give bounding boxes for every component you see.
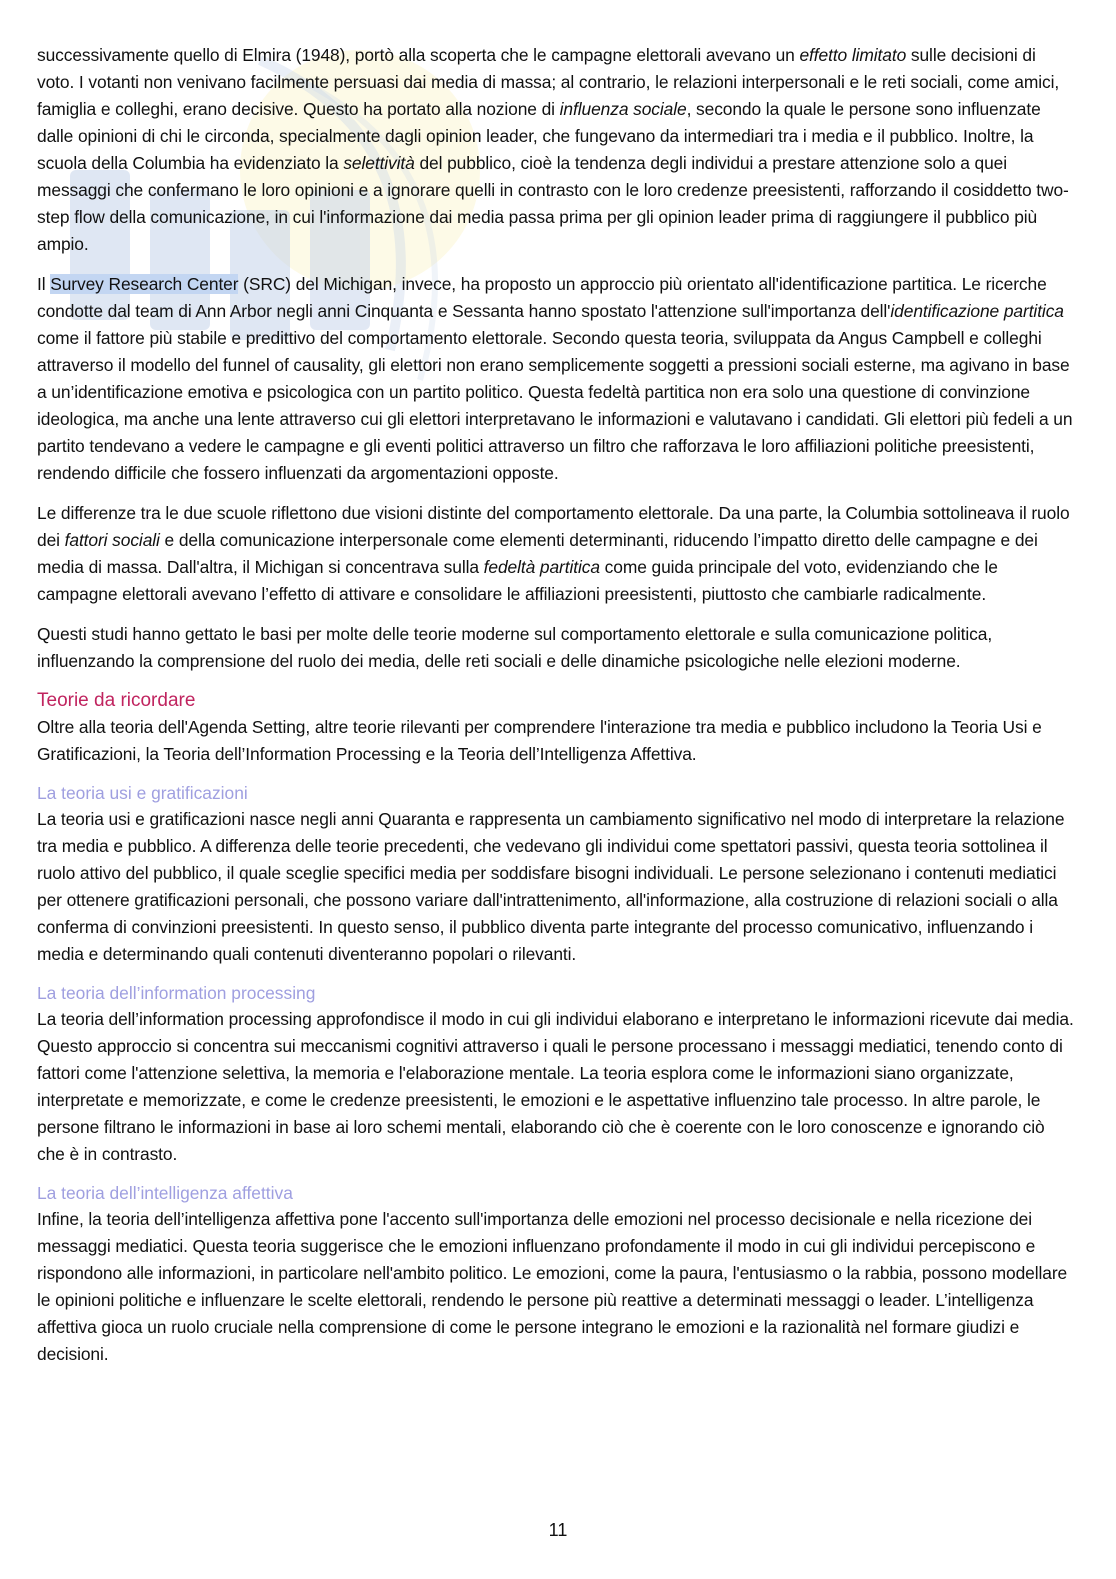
subheading-information-processing: La teoria dell’information processing [37, 983, 316, 1003]
paragraph-uses-gratifications: La teoria usi e gratificazioni nasce negli anni Quaranta e rappresenta un cambiamento significativo nel modo di interpretare la relazione tra media e pubblico. A differenza delle teorie precedenti, che vedevano gli individui come spettatori passivi, questa teoria sottolinea il ruolo attivo del pubblico, il quale sceglie specifici media per soddisfare bisogni individuali. Le persone selezionano i contenuti mediatici per ottenere gratificazioni personali, che possono variare dall'intrattenimento, all'informazione, alla costruzione di relazioni sociali o alla conferma di convinzioni preesistenti. In questo senso, il pubblico diventa parte integrante del processo comunicativo, influenzando i media e determinando quali contenuti diventeranno popolari o rilevanti. [37, 809, 1065, 964]
page-number: 11 [548, 1520, 568, 1540]
text-run: successivamente quello di Elmira (1948), portò alla scoperta che le campagne elettorali avevano un [37, 45, 800, 65]
section-heading: Teorie da ricordare [37, 690, 196, 711]
paragraph-differences [37, 500, 1075, 608]
subheading-uses-gratifications: La teoria usi e gratificazioni [37, 783, 248, 803]
paragraph-information-processing: La teoria dell’information processing approfondisce il modo in cui gli individui elaborano e interpretano le informazioni ricevute dai media. Questo approccio si concentra sui meccanismi cognitivi attraverso i quali le persone processano i messaggi mediatici, tenendo conto di fattori come l'attenzione selettiva, la memoria e l'elaborazione mentale. La teoria esplora come le informazioni siano organizzate, interpretate e memorizzate, e come le credenze preesistenti, le emozioni e le aspettative influenzino tale processo. In altre parole, le persone filtrano le informazioni in base ai loro schemi mentali, elaborando ciò che è coerente con le loro conoscenze e ignorando ciò che è in contrasto. [37, 1009, 1074, 1164]
italic-term: fedeltà partitica [483, 557, 600, 577]
italic-term: fattori sociali [64, 530, 160, 550]
text-run: (SRC) del Michigan, invece, ha proposto un approccio più orientato all'identificazione partitica. Le ricerche condotte dal team di Ann Arbor negli anni Cinquanta e Sessanta hanno spostato l'attenzione sull'importanza dell' [37, 274, 1047, 321]
highlighted-text[interactable]: Survey Research Center [50, 274, 239, 294]
italic-term: selettività [343, 153, 415, 173]
text-run: e della comunicazione interpersonale come elementi determinanti, riducendo l’impatto diretto delle campagne e dei media di massa. Dall'altra, il Michigan si concentrava sulla [37, 530, 1038, 577]
italic-term: effetto limitato [799, 45, 907, 65]
paragraph-conclusion: Questi studi hanno gettato le basi per molte delle teorie moderne sul comportamento elettorale e sulla comunicazione politica, influenzando la comprensione del ruolo dei media, delle reti sociali e delle dinamiche psicologiche nelle elezioni moderne. [37, 624, 993, 671]
paragraph-michigan [37, 271, 1075, 487]
section-intro: Oltre alla teoria dell'Agenda Setting, altre teorie rilevanti per comprendere l'interazione tra media e pubblico includono la Teoria Usi e Gratificazioni, la Teoria dell’Information Processing e la Teoria dell’Intelligenza Affettiva. [37, 717, 1042, 764]
paragraph-affective-intelligence: Infine, la teoria dell’intelligenza affettiva pone l'accento sull'importanza delle emozioni nel processo decisionale e nella ricezione dei messaggi mediatici. Questa teoria suggerisce che le emozioni influenzano profondamente il modo in cui gli individui percepiscono e rispondono alle informazioni, in particolare nell'ambito politico. Le emozioni, come la paura, l'entusiasmo o la rabbia, possono modellare le opinioni politiche e influenzare le scelte elettorali, rendendo le persone più reattive a determinati messaggi o leader. L’intelligenza affettiva gioca un ruolo cruciale nella comprensione di come le persone integrano le emozioni e la razionalità nel formare giudizi e decisioni. [37, 1209, 1068, 1364]
italic-term: identificazione partitica [890, 301, 1064, 321]
document-page [37, 42, 1075, 1368]
paragraph-elmira [37, 42, 1075, 258]
text-run: Il [37, 274, 51, 294]
subheading-affective-intelligence: La teoria dell’intelligenza affettiva [37, 1183, 293, 1203]
text-run: del pubblico, cioè la tendenza degli individui a prestare attenzione solo a quei messaggi che confermano le loro opinioni e a ignorare quelli in contrasto con le loro credenze preesistenti, rafforzando il cosiddetto two-step flow della comunicazione, in cui l'informazione dai media passa prima per gli opinion leader prima di raggiungere il pubblico più ampio. [37, 153, 1069, 254]
text-run: come il fattore più stabile e predittivo del comportamento elettorale. Secondo questa teoria, sviluppata da Angus Campbell e colleghi attraverso il modello del funnel of causality, gli elettori non erano semplicemente soggetti a pressioni sociali esterne, ma agivano in base a un’identificazione emotiva e psicologica con un partito politico. Questa fedeltà partitica non era solo una questione di convinzione ideologica, ma anche una lente attraverso cui gli elettori interpretavano le informazioni e valutavano i candidati. Gli elettori più fedeli a un partito tendevano a vedere le campagne e gli eventi politici attraverso un filtro che rafforzava le loro affiliazioni politiche preesistenti, rendendo difficile che fossero influenzati da argomentazioni opposte. [37, 328, 1073, 483]
text-run: come guida principale del voto, evidenziando che le campagne elettorali avevano l’effetto di attivare e consolidare le affiliazioni preesistenti, piuttosto che cambiarle radicalmente. [37, 557, 998, 604]
text-run: sulle decisioni di voto. I votanti non venivano facilmente persuasi dai media di massa; al contrario, le relazioni interpersonali e le reti sociali, come amici, famiglia e colleghi, erano decisive. Questo ha portato alla nozione di [37, 45, 1060, 119]
italic-term: influenza sociale [559, 99, 687, 119]
text-run: Le differenze tra le due scuole riflettono due visioni distinte del comportamento elettorale. Da una parte, la Columbia sottolineava il ruolo dei [37, 503, 1070, 550]
text-run: , secondo la quale le persone sono influenzate dalle opinioni di chi le circonda, specialmente dagli opinion leader, che fungevano da intermediari tra i media e il pubblico. Inoltre, la scuola della Columbia ha evidenziato la [37, 99, 1041, 173]
